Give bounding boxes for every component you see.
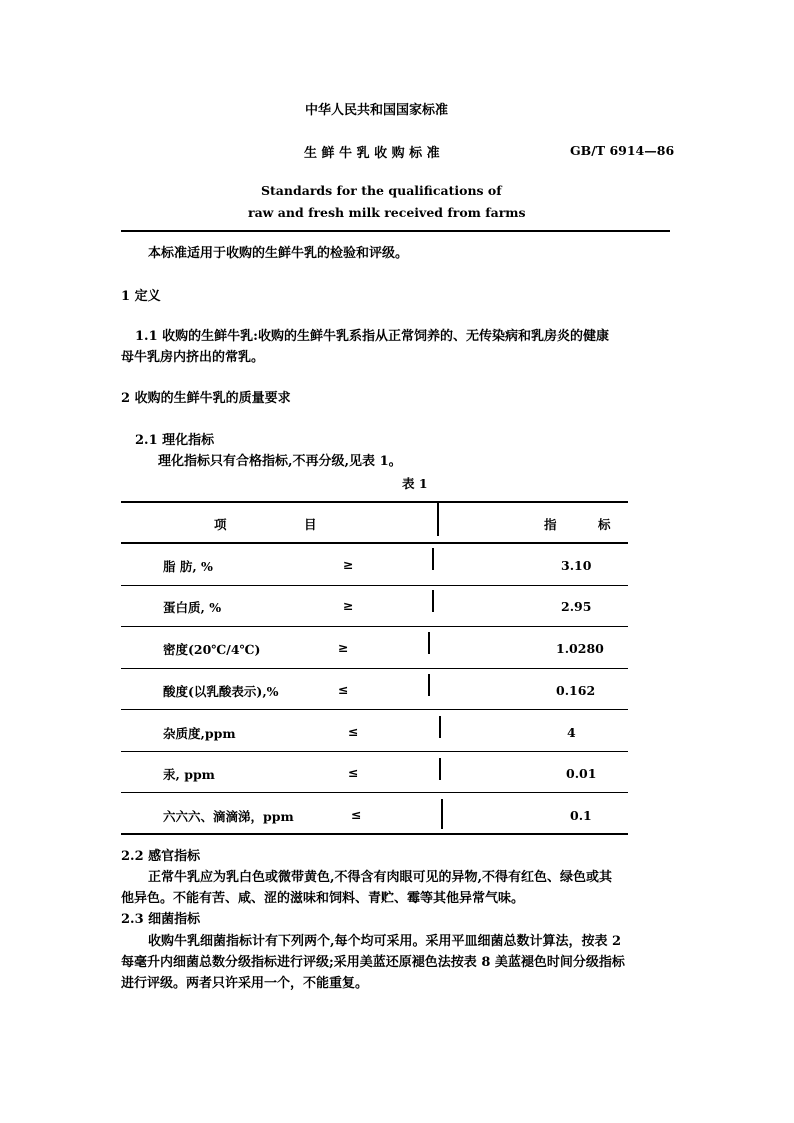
table-row-rule: [121, 792, 628, 793]
table-cell-operator: ≤: [348, 724, 359, 739]
table-cell-item: 蛋白质, %: [163, 600, 222, 615]
table-column-divider: [428, 674, 430, 696]
table-cell-operator: ≥: [343, 598, 354, 613]
section-2-3-heading: 2.3 细菌指标: [121, 912, 201, 927]
table-cell-item: 汞, ppm: [163, 767, 215, 782]
intro-text: 本标准适用于收购的生鲜牛乳的检验和评级。: [148, 246, 409, 261]
table-caption: 表 1: [402, 476, 428, 491]
table-cell-operator: ≤: [348, 765, 359, 780]
table-column-divider: [437, 503, 439, 536]
table-cell-operator: ≤: [338, 682, 349, 697]
table-column-divider: [432, 548, 434, 570]
table-cell-value: 0.01: [566, 766, 597, 781]
table-cell-item: 密度(20℃/4℃): [163, 642, 261, 657]
table-row-rule: [121, 709, 628, 710]
section-2-3-line1: 收购牛乳细菌指标计有下列两个,每个均可采用。采用平皿细菌总数计算法，按表 2: [148, 934, 622, 949]
table-row-rule: [121, 626, 628, 627]
table-header-rule: [121, 542, 628, 544]
table-header-value-2: 标: [598, 517, 611, 532]
section-2-1-text: 理化指标只有合格指标,不再分级,见表 1。: [158, 454, 402, 469]
table-cell-value: 1.0280: [556, 641, 604, 656]
section-2-2-line2: 他异色。不能有苦、咸、涩的滋味和饲料、青贮、霉等其他异常气味。: [121, 891, 525, 906]
standard-title-en-line1: Standards for the qualifications of: [261, 183, 502, 198]
standard-title-cn: 生 鲜 牛 乳 收 购 标 准: [304, 146, 440, 161]
section-2-1-heading: 2.1 理化指标: [135, 433, 215, 448]
table-cell-operator: ≤: [351, 807, 362, 822]
table-header-item-2: 目: [304, 517, 317, 532]
table-cell-item: 六六六、滴滴涕，ppm: [163, 809, 294, 824]
table-cell-value: 3.10: [561, 558, 592, 573]
table-row-rule: [121, 585, 628, 586]
table-cell-value: 0.162: [556, 683, 596, 698]
section-2-heading: 2 收购的生鲜牛乳的质量要求: [121, 391, 291, 406]
section-2-2-heading: 2.2 感官指标: [121, 849, 201, 864]
standard-code: GB/T 6914—86: [570, 143, 675, 158]
table-cell-value: 4: [567, 725, 576, 740]
section-1-1-line1: 1.1 收购的生鲜牛乳:收购的生鲜牛乳系指从正常饲养的、无传染病和乳房炎的健康: [135, 329, 609, 344]
table-cell-operator: ≥: [343, 557, 354, 572]
table-row-rule: [121, 751, 628, 752]
table-row-rule: [121, 668, 628, 669]
section-2-2-line1: 正常牛乳应为乳白色或微带黄色,不得含有肉眼可见的异物,不得有红色、绿色或其: [148, 870, 613, 885]
table-bottom-rule: [121, 833, 628, 835]
table-top-rule: [121, 501, 628, 503]
section-2-3-line2: 每毫升内细菌总数分级指标进行评级;采用美蓝还原褪色法按表 8 美蓝褪色时间分级指标: [121, 955, 625, 970]
table-cell-item: 酸度(以乳酸表示),%: [163, 684, 279, 699]
table-column-divider: [439, 716, 441, 738]
section-1-heading: 1 定义: [121, 289, 161, 304]
table-cell-value: 2.95: [561, 599, 592, 614]
table-column-divider: [441, 799, 443, 829]
table-column-divider: [428, 632, 430, 654]
section-1-1-line2: 母牛乳房内挤出的常乳。: [121, 350, 265, 365]
table-cell-item: 杂质度,ppm: [163, 726, 236, 741]
national-standard-heading: 中华人民共和国国家标准: [305, 103, 449, 118]
table-header-value-1: 指: [544, 517, 557, 532]
table-cell-item: 脂 肪, %: [163, 559, 213, 574]
table-cell-operator: ≥: [338, 640, 349, 655]
section-2-3-line3: 进行评级。两者只许采用一个，不能重复。: [121, 976, 369, 991]
table-column-divider: [439, 758, 441, 780]
standard-title-en-line2: raw and fresh milk received from farms: [248, 205, 526, 220]
table-column-divider: [432, 590, 434, 612]
table-cell-value: 0.1: [570, 808, 592, 823]
table-header-item-1: 项: [214, 517, 227, 532]
